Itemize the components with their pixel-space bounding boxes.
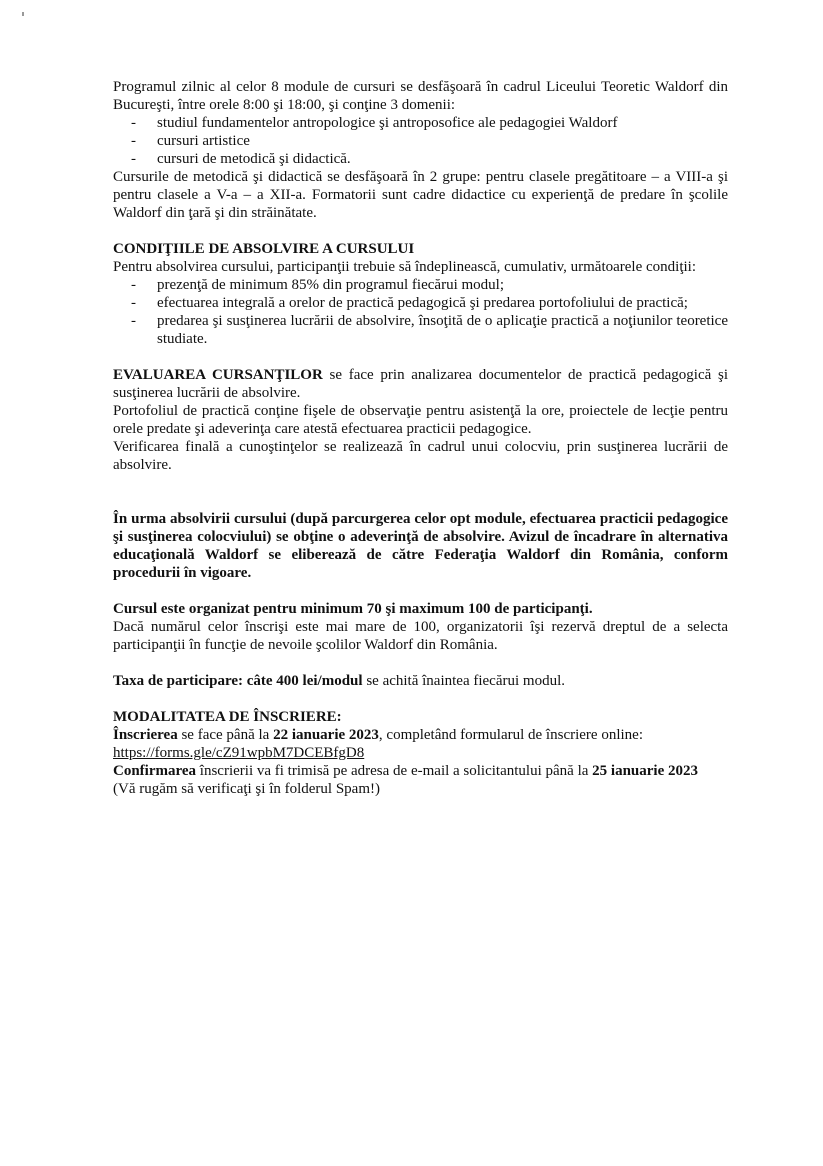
registration-after: , completând formularul de înscriere online: xyxy=(378,727,643,743)
program-intro: Programul zilnic al celor 8 module de cursuri se desfăşoară în cadrul Liceului Teoretic Waldorf din Bucureşti, între orele 8:00 şi 18:00, şi conţine 3 domenii: xyxy=(113,79,728,113)
registration-heading: MODALITATEA DE ÎNSCRIERE: xyxy=(113,709,342,725)
domain-item: - studiul fundamentelor antropologice şi antroposofice ale pedagogiei Waldorf xyxy=(131,114,728,132)
condition-item: - prezenţă de minimum 85% din programul fiecărui modul; xyxy=(131,276,728,294)
registration-label: Înscrierea xyxy=(113,727,178,743)
registration-deadline: 22 ianuarie 2023 xyxy=(273,727,379,743)
evaluation-portfolio: Portofoliul de practică conţine fişele de observaţie pentru asistenţă la ore, proiectele de lecţie pentru orele predate şi adeverinţa care atestă efectuarea practicii pedagogice. xyxy=(113,403,728,437)
confirmation-line xyxy=(113,762,728,780)
confirmation-label: Confirmarea xyxy=(113,763,197,779)
conditions-heading: CONDIŢIILE DE ABSOLVIRE A CURSULUI xyxy=(113,241,415,257)
evaluation-final: Verificarea finală a cunoştinţelor se realizează în cadrul unui colocviu, prin susţinerea lucrării de absolvire. xyxy=(113,439,728,473)
condition-item: - predarea şi susţinerea lucrării de absolvire, însoţită de o aplicaţie practică a noţiunilor teoretice studiate. xyxy=(131,312,728,348)
capacity-heading: Cursul este organizat pentru minimum 70 şi maximum 100 de participanţi. xyxy=(113,601,593,617)
spam-note: (Vă rugăm să verificaţi şi în folderul Spam!) xyxy=(113,781,380,797)
document-body xyxy=(113,78,728,798)
capacity-text: Dacă numărul celor înscrişi este mai mare de 100, organizatorii îşi rezervă dreptul de a selecta participanţii în funcţie de nevoile şcolilor Waldorf din România. xyxy=(113,619,728,653)
program-groups: Cursurile de metodică şi didactică se desfăşoară în 2 grupe: pentru clasele pregătitoare – a VIII-a şi pentru clasele a V-a – a XII-a. Formatorii sunt cadre didactice cu experienţă de predare în şcolile Waldorf din ţară şi din străinătate. xyxy=(113,169,728,221)
scan-mark xyxy=(22,12,24,16)
registration-link-line xyxy=(113,744,728,762)
confirmation-date: 25 ianuarie 2023 xyxy=(592,763,698,779)
registration-text: se face până la xyxy=(177,727,274,743)
registration-form-link[interactable]: https://forms.gle/cZ91wpbM7DCEBfgD8 xyxy=(113,745,365,761)
evaluation-text: se face prin analizarea documentelor de practică pedagogică şi susţinerea lucrării de absolvire. xyxy=(113,367,728,401)
fee-label: Taxa de participare: câte 400 lei/modul xyxy=(113,673,363,689)
certificate-paragraph: În urma absolvirii cursului (după parcurgerea celor opt module, efectuarea practicii pedagogice şi susţinerea colocviului) se obţine o adeverinţă de absolvire. Avizul de încadrare în alternativa educaţională Waldorf se eliberează de către Federaţia Waldorf din România, conform procedurii în vigoare. xyxy=(113,511,728,581)
domains-list xyxy=(113,114,728,168)
conditions-list xyxy=(113,276,728,348)
fee-paragraph xyxy=(113,672,728,690)
confirmation-text: înscrierii va fi trimisă pe adresa de e-mail a solicitantului până la xyxy=(196,763,593,779)
fee-text: se achită înaintea fiecărui modul. xyxy=(362,673,565,689)
domain-item: - cursuri de metodică şi didactică. xyxy=(131,150,728,168)
registration-line xyxy=(113,726,728,744)
conditions-intro: Pentru absolvirea cursului, participanţii trebuie să îndeplinească, cumulativ, următoarele condiţii: xyxy=(113,259,697,275)
domain-item: - cursuri artistice xyxy=(131,132,728,150)
evaluation-heading: EVALUAREA CURSANŢILOR xyxy=(113,367,323,383)
condition-item: - efectuarea integrală a orelor de practică pedagogică şi predarea portofoliului de practică; xyxy=(131,294,728,312)
evaluation-paragraph xyxy=(113,366,728,402)
